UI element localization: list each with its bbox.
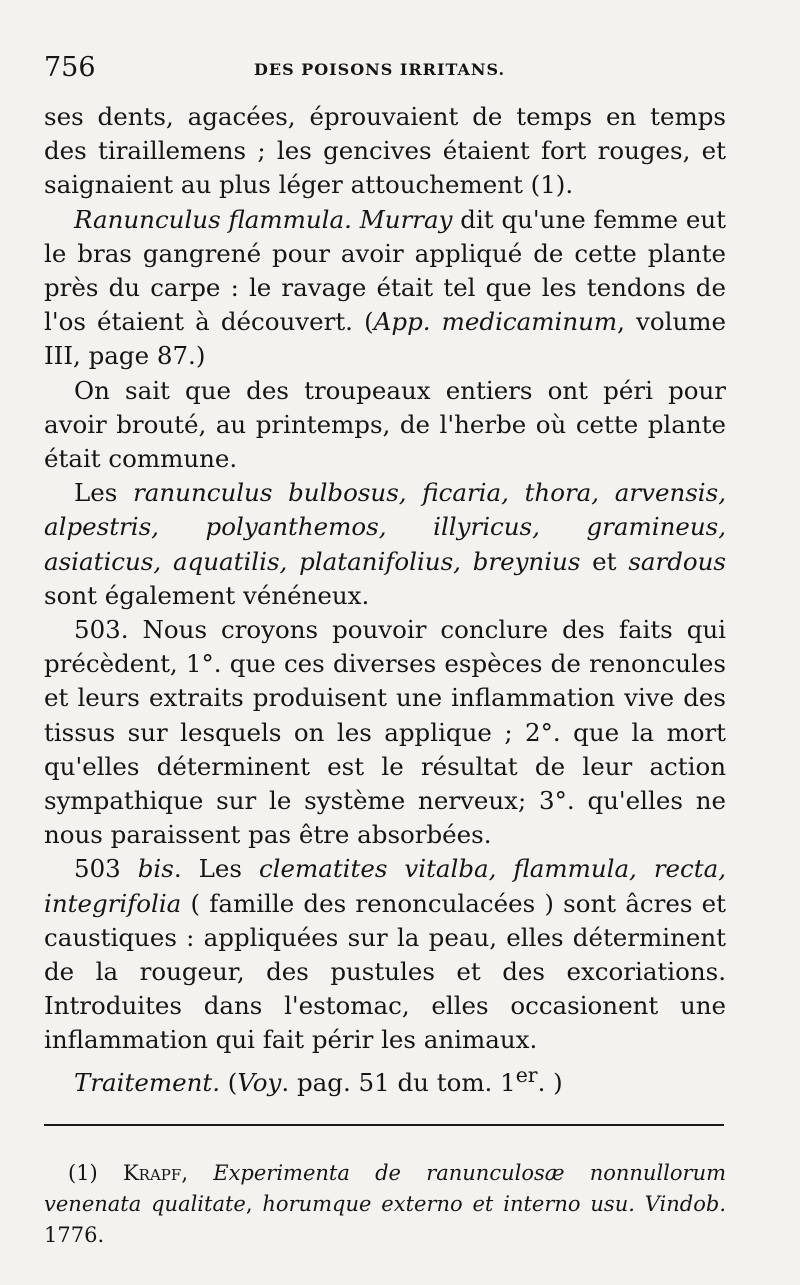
author-name: Murray <box>359 204 453 234</box>
footnote-divider <box>44 1124 724 1126</box>
paragraph-1 <box>44 100 726 203</box>
body-text <box>44 100 726 1100</box>
footnote-text-a: , <box>181 1161 214 1185</box>
bis-label: bis <box>137 854 174 884</box>
voy-abbrev: Voy <box>237 1067 282 1097</box>
footnote-title-1: Experimenta de ranunculosæ nonnullorum venenata qualitate <box>44 1161 727 1216</box>
paragraph-503 <box>44 613 726 852</box>
reference-title: App. medicaminum <box>373 307 618 337</box>
footnote <box>44 1158 726 1251</box>
paragraph-3-text: On sait que des troupeaux entiers ont péri pour avoir brouté, au printemps, de l'herbe où cette plante était commune. <box>44 375 726 474</box>
species-list: ranunculus bulbosus, ficaria, thora, arvensis, alpestris, polyanthemos, illyricus, gramineus, asiaticus, aquatilis, platanifolius, breynius <box>44 478 726 576</box>
paragraph-4-text-c: sont également vénéneux. <box>44 580 370 610</box>
traitement-label: Traitement. <box>74 1067 220 1097</box>
paragraph-6-text-a: . Les <box>173 854 259 884</box>
traitement-text-b: . pag. 51 du tom. 1 <box>281 1067 516 1097</box>
species-sardous: sardous <box>628 546 726 576</box>
paragraph-4-text-b: et <box>580 546 629 576</box>
running-title: DES POISONS IRRITANS. <box>254 60 506 79</box>
paragraph-6-text-b: ( famille des renonculacées ) sont âcres et caustiques : appliquées sur la peau, elles déterminent de la rougeur, des pustules et des excoriations. Introduites dans l'estomac, elles occasionent une inflammation qui fait périr les animaux. <box>44 888 726 1055</box>
paragraph-503-bis <box>44 852 726 1057</box>
footnote-mark: (1) <box>68 1161 123 1185</box>
paragraph-4-text-a: Les <box>74 478 134 508</box>
footnote-author: Krapf <box>122 1161 182 1185</box>
paragraph-1-text: ses dents, agacées, éprouvaient de temps en temps des tiraillemens ; les gencives étaient fort rouges, et saignaient au plus léger attouchement (1). <box>44 102 726 200</box>
paragraph-5-text: 503. Nous croyons pouvoir conclure des faits qui précèdent, 1°. que ces diverses espèces de renoncules et leurs extraits produisent une inflammation vive des tissus sur lesquels on les applique ; 2°. que la mort qu'elles déterminent est le résultat de leur action sympathique sur le système nerveux; 3°. qu'elles ne nous paraissent pas être absorbées. <box>44 615 726 850</box>
paragraph-traitement <box>44 1058 726 1100</box>
paragraph-2-text-b: , volume III, page 87.) <box>44 307 726 371</box>
species-name: Ranunculus flammula. <box>74 204 352 234</box>
traitement-text-a: ( <box>219 1067 238 1097</box>
superscript-er: er <box>515 1062 538 1087</box>
paragraph-2-text-a: dit qu'une femme eut le bras gangrené pour avoir appliqué de cette plante près du carpe : le ravage était tel que les tendons de l'os étaient à découvert. ( <box>44 204 726 337</box>
page-number: 756 <box>44 52 96 83</box>
section-number: 503 <box>74 854 138 884</box>
footnote-text-b: , <box>245 1192 263 1216</box>
paragraph-troupeaux <box>44 374 726 477</box>
footnote-year: 1776. <box>44 1223 105 1247</box>
paragraph-species-list <box>44 476 726 613</box>
footnote-title-2: horumque externo et interno usu. Vindob. <box>262 1192 727 1216</box>
clematites-list: clematites vitalba, flammula, recta, integrifolia <box>44 854 726 918</box>
traitement-text-c: . ) <box>537 1067 563 1097</box>
paragraph-ranunculus-flammula <box>44 203 726 374</box>
page-header <box>44 52 724 92</box>
